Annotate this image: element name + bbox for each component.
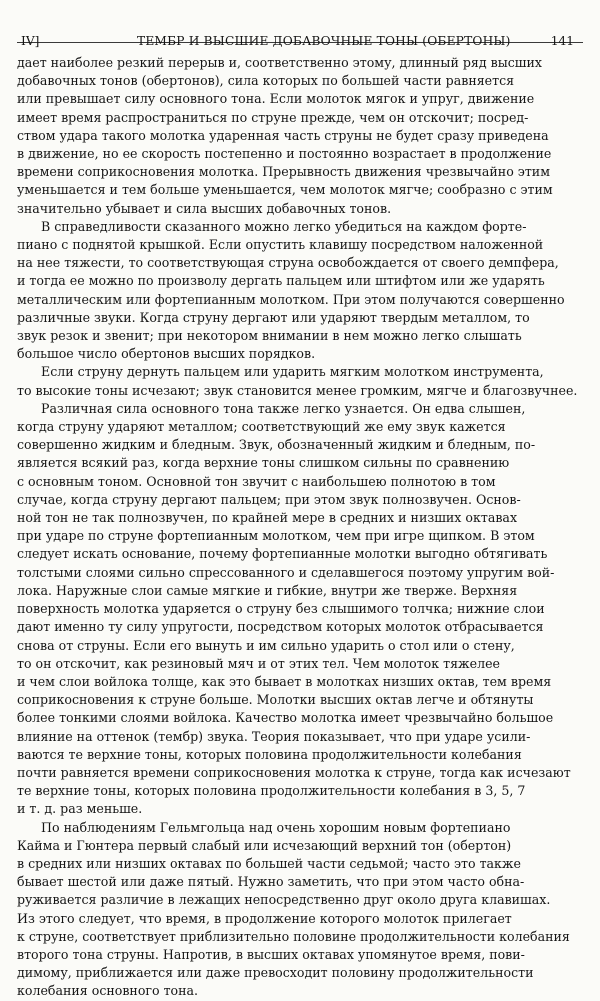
- text-line: при ударе по струне фортепианным молотком, чем при игре щипком. В этом: [17, 528, 535, 544]
- text-line: на нее тяжести, то соответствующая струна освобождается от своего демпфера,: [17, 255, 559, 271]
- text-line: добавочных тонов (обертонов), сила которых по большей части равняется: [17, 73, 515, 89]
- running-header: [17, 10, 583, 48]
- text-line: звук резок и звенит; при некотором внимании в нем можно легко слышать: [17, 328, 522, 344]
- text-line: В справедливости сказанного можно легко убедиться на каждом форте-: [41, 218, 527, 234]
- text-line: то высокие тоны исчезают; звук становится менее громким, мягче и благозвучнее.: [17, 382, 578, 398]
- text-line: ваются те верхние тоны, которых половина продолжительности колебания: [17, 746, 522, 762]
- text-line: снова от струны. Если его вынуть и им сильно ударить о стол или о стену,: [17, 637, 515, 653]
- text-line: соприкосновения к струне больше. Молотки высших октав легче и обтянуты: [17, 692, 534, 708]
- text-line: и т. д. раз меньше.: [17, 801, 143, 817]
- text-line: Из этого следует, что время, в продолжение которого молоток прилегает: [17, 910, 512, 926]
- text-line: имеет время распространиться по струне прежде, чем он отскочит; посред-: [17, 109, 529, 125]
- book-page: [17, 10, 583, 999]
- text-line: и чем слои войлока толще, как это бывает в молотках низших октав, тем время: [17, 673, 552, 689]
- section-number: IV]: [21, 34, 40, 48]
- text-line: в движение, но ее скорость постепенно и постоянно возрастает в продолжение: [17, 146, 552, 162]
- text-line: совершенно жидким и бледным. Звук, обозначенный жидким и бледным, по-: [17, 437, 536, 453]
- text-line: значительно убывает и сила высших добавочных тонов.: [17, 200, 392, 216]
- text-line: Различная сила основного тона также легко узнается. Он едва слышен,: [41, 400, 526, 416]
- text-line: Кайма и Гюнтера первый слабый или исчезающий верхний тон (обертон): [17, 837, 512, 853]
- text-line: ством удара такого молотка ударенная часть струны не будет сразу приведена: [17, 127, 549, 143]
- text-line: колебания основного тона.: [17, 983, 199, 999]
- text-line: По наблюдениям Гельмгольца над очень хорошим новым фортепиано: [41, 819, 511, 835]
- text-line: уменьшается и тем больше уменьшается, чем молоток мягче; сообразно с этим: [17, 182, 553, 198]
- body-text: [17, 54, 583, 1001]
- text-line: почти равняется времени соприкосновения молотка к струне, тогда как исчезают: [17, 764, 571, 780]
- text-line: с основным тоном. Основной тон звучит с наибольшею полнотою в том: [17, 473, 496, 489]
- text-line: и тогда ее можно по произволу дергать пальцем или штифтом или же ударять: [17, 273, 545, 289]
- text-line: металлическим или фортепианным молотком. При этом получаются совершенно: [17, 291, 565, 307]
- page-number: 141: [550, 34, 574, 48]
- text-line: то он отскочит, как резиновый мяч и от этих тел. Чем молоток тяжелее: [17, 655, 500, 671]
- text-line: пиано с поднятой крышкой. Если опустить клавишу посредством наложенной: [17, 237, 544, 253]
- text-line: дает наиболее резкий перерыв и, соответственно этому, длинный ряд высших: [17, 55, 542, 70]
- text-line: более тонкими слоями войлока. Качество молотка имеет чрезвычайно большое: [17, 710, 554, 726]
- text-line: димому, приближается или даже превосходит половину продолжительности: [17, 965, 534, 981]
- text-line: лока. Наружные слои самые мягкие и гибкие, внутри же тверже. Верхняя: [17, 582, 518, 598]
- text-line: те верхние тоны, которых половина продолжительности колебания в 3, 5, 7: [17, 783, 526, 799]
- text-line: или превышает силу основного тона. Если молоток мягок и упруг, движение: [17, 91, 535, 107]
- text-line: второго тона струны. Напротив, в высших октавах упомянутое время, пови-: [17, 946, 525, 962]
- text-line: бывает шестой или даже пятый. Нужно заметить, что при этом часто обна-: [17, 874, 525, 890]
- text-line: ной тон не так полнозвучен, по крайней мере в средних и низших октавах: [17, 510, 518, 526]
- text-line: дают именно ту силу упругости, посредством которых молоток отбрасывается: [17, 619, 544, 635]
- text-line: случае, когда струну дергают пальцем; при этом звук полнозвучен. Основ-: [17, 491, 521, 507]
- text-line: влияние на оттенок (тембр) звука. Теория показывает, что при ударе усили-: [17, 728, 531, 744]
- text-line: руживается различие в лежащих непосредственно друг около друга клавишах.: [17, 892, 551, 908]
- text-line: времени соприкосновения молотка. Прерывность движения чрезвычайно этим: [17, 164, 550, 180]
- text-line: Если струну дернуть пальцем или ударить мягким молотком инструмента,: [41, 364, 544, 380]
- text-line: поверхность молотка ударяется о струну без слышимого толчка; нижние слои: [17, 601, 545, 617]
- running-title: ТЕМБР И ВЫСШИЕ ДОБАВОЧНЫЕ ТОНЫ (ОБЕРТОНЫ): [137, 34, 511, 48]
- text-line: когда струну ударяют металлом; соответствующий же ему звук кажется: [17, 419, 506, 435]
- text-line: в средних или низших октавах по большей части седьмой; часто это также: [17, 855, 521, 871]
- text-line: следует искать основание, почему фортепианные молотки выгодно обтягивать: [17, 546, 548, 562]
- text-line: к струне, соответствует приблизительно половине продолжительности колебания: [17, 928, 570, 944]
- text-line: является всякий раз, когда верхние тоны слишком сильны по сравнению: [17, 455, 510, 471]
- text-line: толстыми слоями сильно спрессованного и сделавшегося поэтому упругим вой-: [17, 564, 555, 580]
- text-line: большое число обертонов высших порядков.: [17, 346, 316, 362]
- text-line: различные звуки. Когда струну дергают или ударяют твердым металлом, то: [17, 309, 530, 325]
